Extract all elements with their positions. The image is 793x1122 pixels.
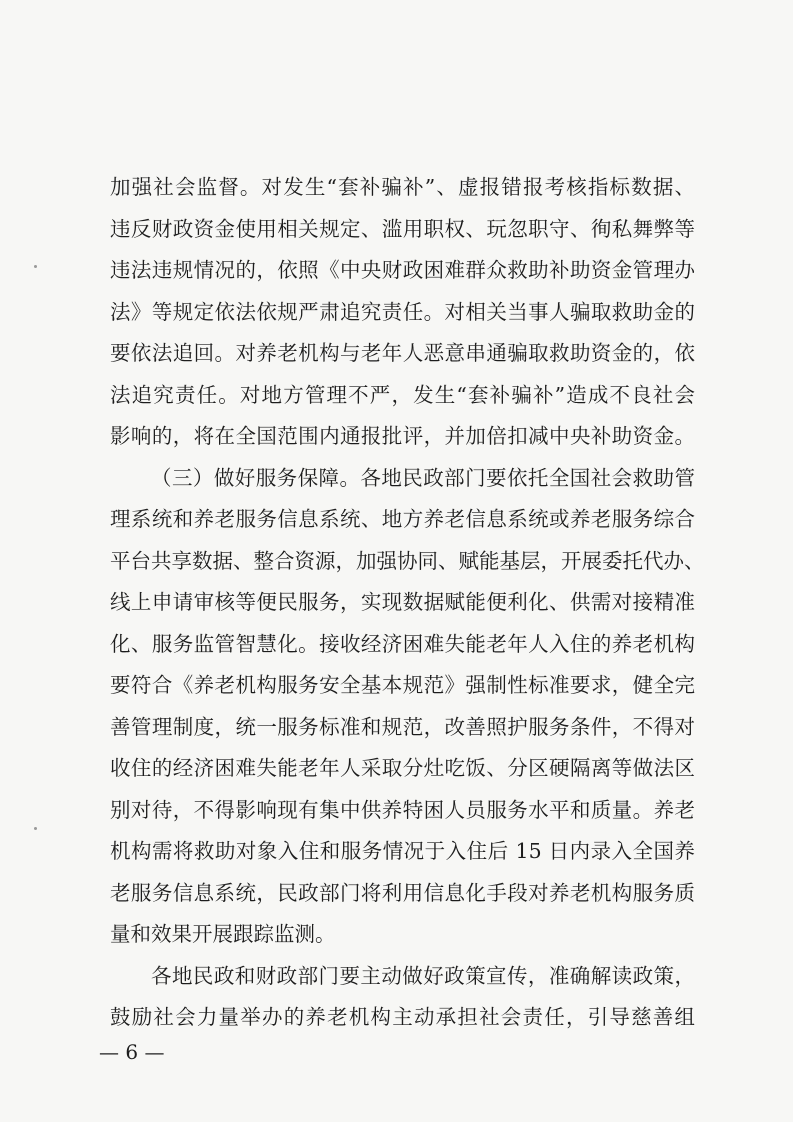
text-line: 机构需将救助对象入住和服务情况于入住后 15 日内录入全国养 <box>110 839 695 863</box>
scan-speck <box>34 265 37 268</box>
text-line: 理系统和养老服务信息系统、地方养老信息系统或养老服务综合 <box>110 507 695 531</box>
section-heading-line: （三）做好服务保障。各地民政部门要依托全国社会救助管 <box>151 465 695 490</box>
paragraph-start-line: 各地民政和财政部门要主动做好政策宣传，准确解读政策， <box>151 963 695 988</box>
text-line: 收住的经济困难失能老年人采取分灶吃饭、分区硬隔离等做法区 <box>110 756 695 780</box>
text-line: 法追究责任。对地方管理不严，发生“套补骗补”造成不良社会 <box>110 382 695 407</box>
text-line: 线上申请审核等便民服务，实现数据赋能便利化、供需对接精准 <box>110 590 695 614</box>
text-line: 别对待，不得影响现有集中供养特困人员服务水平和质量。养老 <box>110 797 695 822</box>
page-number: — 6 — <box>99 1040 165 1064</box>
text-line: 鼓励社会力量举办的养老机构主动承担社会责任，引导慈善组 <box>110 1005 695 1029</box>
text-line: 善管理制度，统一服务标准和规范，改善照护服务条件，不得对 <box>110 714 695 739</box>
text-line: 要符合《养老机构服务安全基本规范》强制性标准要求，健全完 <box>110 673 695 697</box>
text-line: 老服务信息系统，民政部门将利用信息化手段对养老机构服务质 <box>110 880 695 905</box>
text-line: 量和效果开展跟踪监测。 <box>110 922 336 946</box>
text-line: 平台共享数据、整合资源，加强协同、赋能基层，开展委托代办、 <box>110 548 705 573</box>
text-line: 违法违规情况的，依照《中央财政困难群众救助补助资金管理办 <box>110 258 695 282</box>
text-line: 要依法追回。对养老机构与老年人恶意串通骗取救助资金的，依 <box>110 341 695 365</box>
text-line: 法》等规定依法依规严肃追究责任。对相关当事人骗取救助金的 <box>110 299 695 324</box>
text-line: 加强社会监督。对发生“套补骗补”、虚报错报考核指标数据、 <box>110 175 695 199</box>
scan-speck <box>34 827 37 830</box>
text-line: 影响的，将在全国范围内通报批评，并加倍扣减中央补助资金。 <box>110 424 695 448</box>
text-line: 化、服务监管智慧化。接收经济困难失能老年人入住的养老机构 <box>110 631 695 656</box>
document-body <box>110 167 705 1039</box>
text-line: 违反财政资金使用相关规定、滥用职权、玩忽职守、徇私舞弊等 <box>110 216 695 241</box>
